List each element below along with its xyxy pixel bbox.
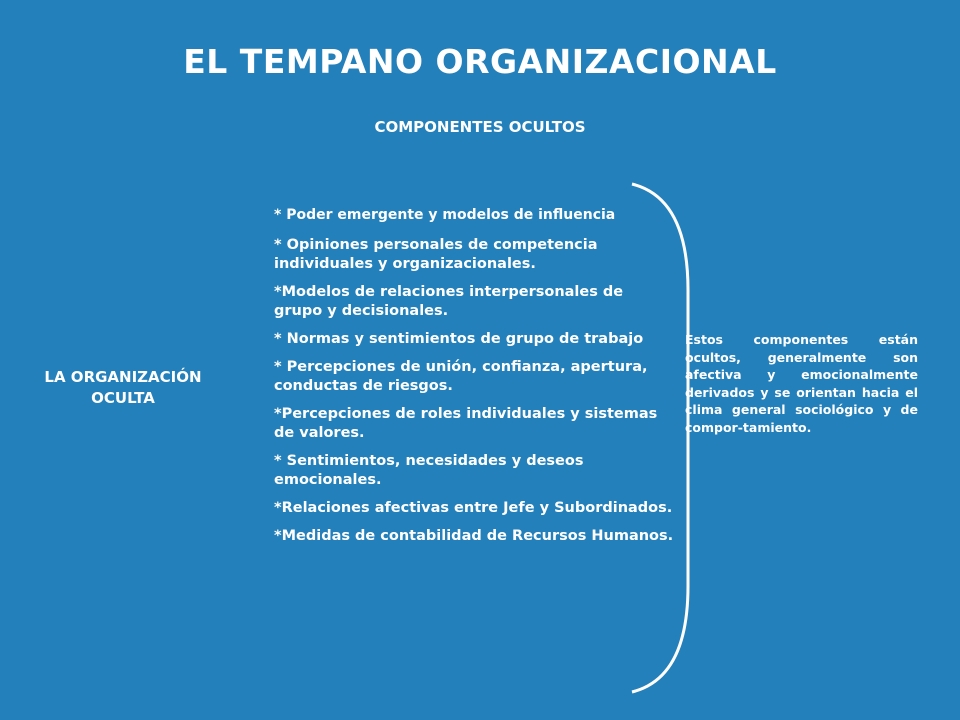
- list-item: * Sentimientos, necesidades y deseos emocionales.: [274, 453, 584, 488]
- list-item: * Percepciones de unión, confianza, apertura, conductas de riesgos.: [274, 359, 648, 394]
- components-description: Estos componentes están ocultos, generalmente son afectiva y emocionalmente derivados y se orientan hacia el clima general sociológico y de compor-tamiento.: [685, 332, 918, 435]
- hidden-organization-label: LA ORGANIZACIÓN OCULTA: [44, 368, 202, 407]
- right-bracket-icon: [628, 180, 692, 696]
- list-item: * Poder emergente y modelos de influencia: [274, 207, 616, 223]
- list-item: *Relaciones afectivas entre Jefe y Subordinados.: [274, 500, 673, 516]
- list-item: * Opiniones personales de competencia individuales y organizacionales.: [274, 237, 598, 272]
- list-item: * Normas y sentimientos de grupo de trabajo: [274, 331, 644, 347]
- hidden-components-list: [274, 206, 674, 555]
- list-item: *Percepciones de roles individuales y sistemas de valores.: [274, 406, 658, 441]
- list-item: *Medidas de contabilidad de Recursos Humanos.: [274, 528, 674, 544]
- list-item: *Modelos de relaciones interpersonales de grupo y decisionales.: [274, 284, 624, 319]
- slide-title: EL TEMPANO ORGANIZACIONAL: [183, 42, 777, 81]
- slide-subtitle: COMPONENTES OCULTOS: [374, 118, 586, 136]
